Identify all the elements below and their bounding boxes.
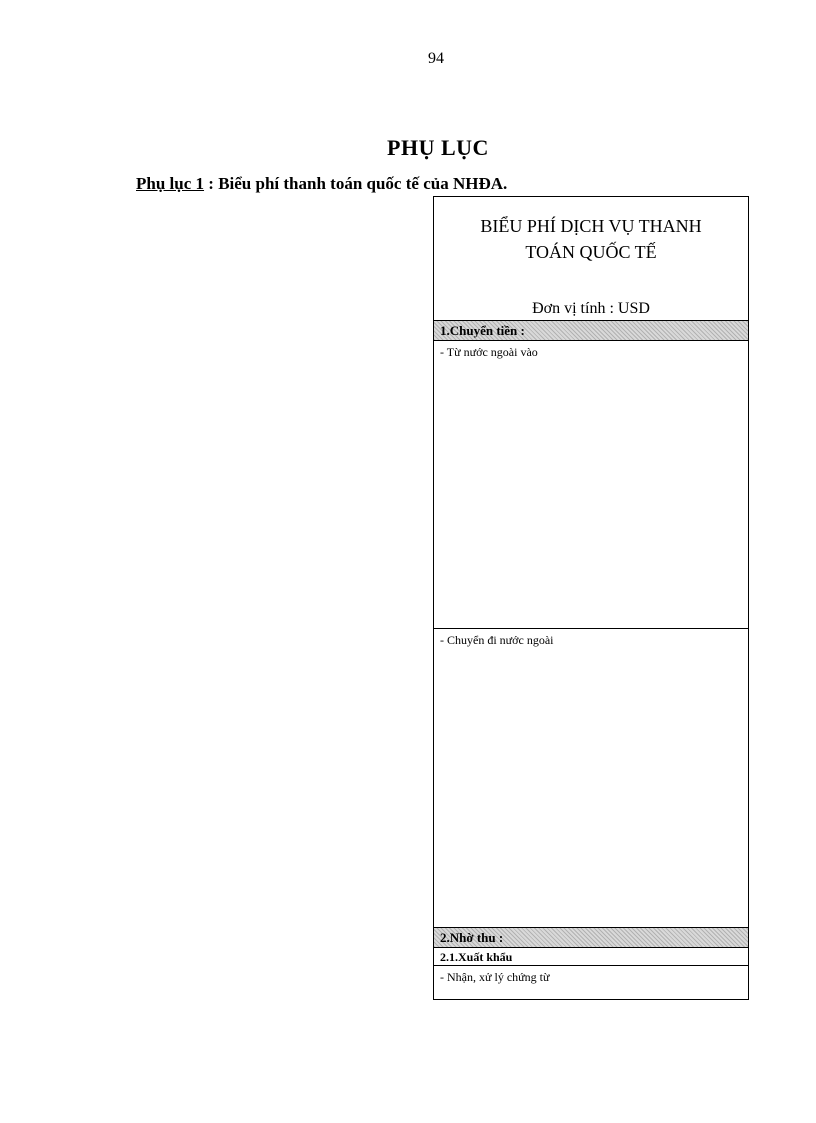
- table-title-line-2: TOÁN QUỐC TẾ: [525, 242, 657, 262]
- table-title-line-1: BIỂU PHÍ DỊCH VỤ THANH: [480, 216, 702, 236]
- fee-schedule-table: [433, 196, 749, 1000]
- page-title: PHỤ LỤC: [387, 135, 489, 160]
- table-title: [434, 213, 748, 265]
- appendix-caption: [136, 174, 507, 194]
- table-row-outbound-transfer: - Chuyển đi nước ngoài: [433, 629, 749, 928]
- table-row-inbound-transfer: - Từ nước ngoài vào: [433, 341, 749, 629]
- section-header-transfer: 1.Chuyển tiền :: [433, 321, 749, 341]
- table-row-document-handling: - Nhận, xử lý chứng từ: [433, 966, 749, 1000]
- currency-unit-label: Đơn vị tính : USD: [532, 300, 650, 317]
- appendix-caption-text: : Biểu phí thanh toán quốc tế của NHĐA.: [204, 174, 508, 193]
- subsection-export: 2.1.Xuất khẩu: [433, 948, 749, 966]
- appendix-reference: Phụ lục 1: [136, 174, 205, 193]
- section-header-collection: 2.Nhờ thu :: [433, 928, 749, 948]
- page-number: 94: [428, 50, 444, 67]
- table-header: [433, 196, 749, 321]
